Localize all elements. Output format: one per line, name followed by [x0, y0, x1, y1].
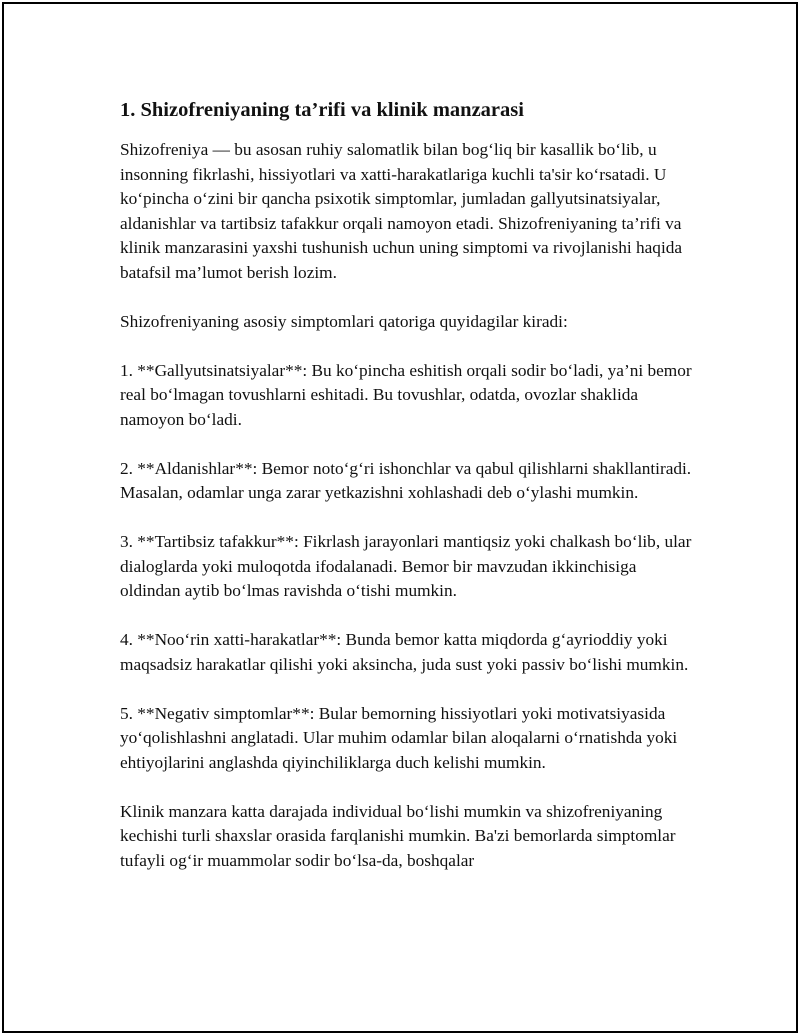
symptom-item-hallucinations: 1. **Gallyutsinatsiyalar**: Bu ko‘pincha eshitish orqali sodir bo‘ladi, ya’ni bemor real bo‘lmagan tovushlarni eshitadi. Bu tovushlar, odatda, ovozlar shaklida namoyon bo‘ladi. — [120, 360, 692, 429]
clinical-picture-paragraph: Klinik manzara katta darajada individual bo‘lishi mumkin va shizofreniyaning kechishi turli shaxslar orasida farqlanishi mumkin. Ba'zi bemorlarda simptomlar tufayli og‘ir muammolar sodir bo‘lsa-da, boshqalar — [120, 801, 676, 870]
symptom-item-disorganized-thinking: 3. **Tartibsiz tafakkur**: Fikrlash jarayonlari mantiqsiz yoki chalkash bo‘lib, ular dialoglarda yoki muloqotda ifodalanadi. Bemor bir mavzudan ikkinchisiga oldindan aytib bo‘lmas ravishda o‘tishi mumkin. — [120, 532, 692, 600]
document-body — [120, 96, 695, 898]
document-page — [2, 2, 798, 1033]
symptom-item-delusions: 2. **Aldanishlar**: Bemor noto‘g‘ri ishonchlar va qabul qilishlarni shakllantiradi. Masalan, odamlar unga zarar yetkazishni xohlashadi deb o‘ylashi mumkin. — [120, 458, 692, 502]
intro-paragraph: Shizofreniya — bu asosan ruhiy salomatlik bilan bog‘liq bir kasallik bo‘lib, u insonning fikrlashi, hissiyotlari va xatti-harakatlariga kuchli ta'sir ko‘rsatadi. U ko‘pincha o‘zini bir qancha psixotik simptomlar, jumladan gallyutsinatsiyalar, aldanishlar va tartibsiz tafakkur orqali namoyon etadi. Shizofreniyaning ta’rifi va klinik manzarasini yaxshi tushunish uchun uning simptomi va rivojlanishi haqida batafsil ma’lumot berish lozim. — [120, 140, 683, 282]
symptom-item-negative-symptoms: 5. **Negativ simptomlar**: Bular bemorning hissiyotlari yoki motivatsiyasida yo‘qolishlashni anglatadi. Ular muhim odamlar bilan aloqalarni o‘rnatishda yoki ehtiyojlarini anglashda qiyinchiliklarga duch kelishi mumkin. — [120, 703, 678, 772]
section-heading: 1. Shizofreniyaning ta’rifi va klinik manzarasi — [120, 99, 524, 121]
symptom-item-inappropriate-behavior: 4. **Noo‘rin xatti-harakatlar**: Bunda bemor katta miqdorda g‘ayrioddiy yoki maqsadsiz harakatlar qilishi yoki aksincha, juda sust yoki passiv bo‘lishi mumkin. — [120, 630, 689, 674]
symptoms-lead-paragraph: Shizofreniyaning asosiy simptomlari qatoriga quyidagilar kiradi: — [120, 311, 568, 331]
